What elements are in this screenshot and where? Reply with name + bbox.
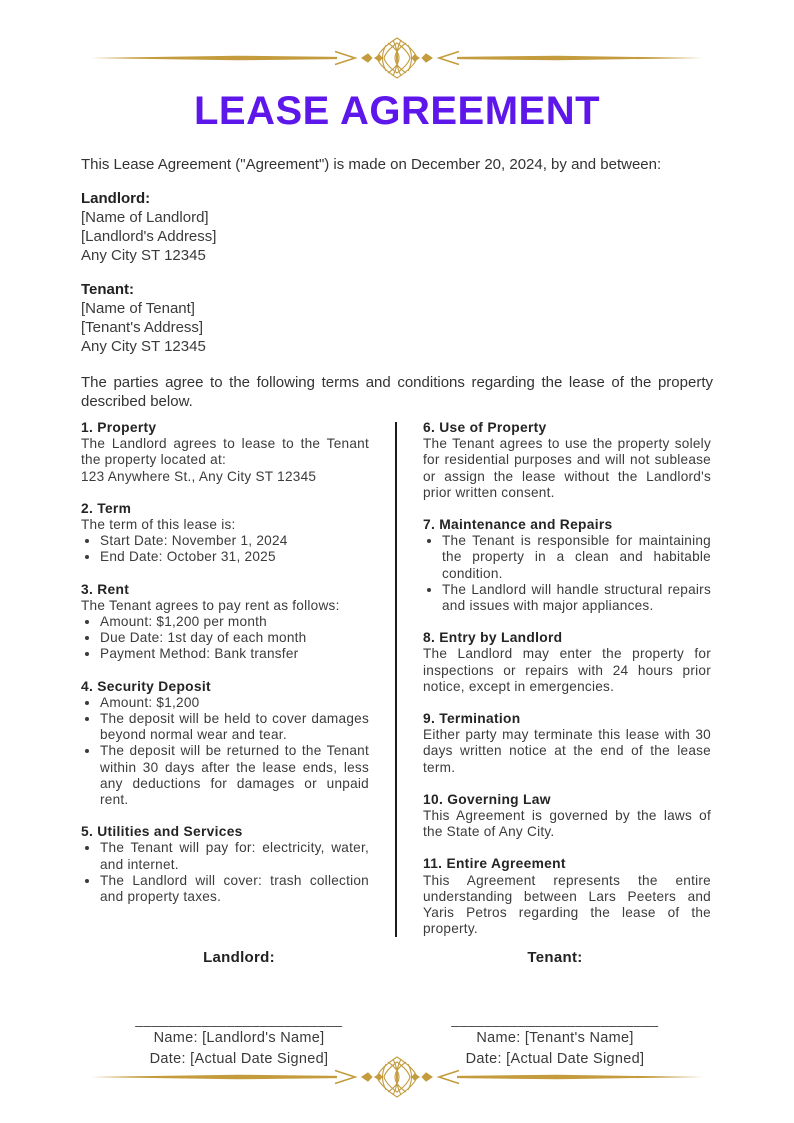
tenant-date-line: Date: [Actual Date Signed]	[465, 1051, 645, 1068]
section-paragraph: This Agreement is governed by the laws of the State of Any City.	[423, 808, 711, 840]
bullet-list	[81, 533, 369, 565]
agreement-note-paragraph: The parties agree to the following terms and conditions regarding the lease of the property described below.	[81, 374, 713, 410]
section-paragraph: The Landlord agrees to lease to the Tenant the property located at:	[81, 436, 369, 468]
landlord-city-line: Any City ST 12345	[81, 247, 206, 264]
page-title: LEASE AGREEMENT	[193, 89, 601, 133]
property-address-line: 123 Anywhere St., Any City ST 12345	[81, 468, 317, 484]
section-heading: 2. Term	[81, 500, 132, 516]
section-paragraph: This Agreement represents the entire understanding between Lars Peeters and Yaris Petros regarding the lease of the property.	[423, 872, 711, 937]
bullet-item: • The Tenant is responsible for maintaining the property in a clean and habitable condition.	[442, 533, 711, 582]
section-entry	[423, 630, 711, 695]
tenant-signature-heading: Tenant:	[527, 949, 583, 967]
signature-area	[81, 949, 713, 1070]
tenant-signature-line: _________________________	[451, 1011, 659, 1028]
landlord-signature-heading: Landlord:	[203, 949, 275, 967]
bullet-item: • Start Date: November 1, 2024	[100, 533, 369, 549]
section-paragraph: The Landlord may enter the property for inspections or repairs with 24 hours prior notice, except in emergencies.	[423, 646, 711, 694]
bullet-item: • The Landlord will handle structural repairs and issues with major appliances.	[442, 582, 711, 614]
tenant-name-line: Name: [Tenant's Name]	[476, 1030, 634, 1047]
section-termination	[423, 711, 711, 776]
tenant-label: Tenant:	[81, 281, 135, 298]
section-utilities	[81, 824, 369, 905]
bullet-list	[81, 695, 369, 808]
section-heading: 10. Governing Law	[423, 791, 551, 807]
bullet-list	[81, 840, 369, 905]
section-property	[81, 420, 369, 485]
bullet-list	[423, 533, 711, 614]
landlord-name-placeholder: [Name of Landlord]	[81, 209, 209, 226]
landlord-signature-space	[81, 966, 397, 1010]
bullet-item: • Amount: $1,200	[100, 695, 369, 711]
section-paragraph: The Tenant agrees to pay rent as follows:	[81, 597, 340, 613]
section-heading: 3. Rent	[81, 581, 130, 597]
landlord-signature-block	[81, 949, 397, 1070]
section-paragraph: The Tenant agrees to use the property solely for residential purposes and will not sublease or assign the lease without the Landlord's prior written consent.	[423, 436, 711, 500]
section-rent	[81, 582, 369, 663]
section-paragraph: Either party may terminate this lease with 30 days written notice at the end of the lease term.	[423, 727, 711, 775]
landlord-address-placeholder: [Landlord's Address]	[81, 228, 217, 245]
section-heading: 8. Entry by Landlord	[423, 630, 563, 646]
landlord-name-line: Name: [Landlord's Name]	[153, 1030, 325, 1047]
section-maintenance	[423, 517, 711, 614]
section-governing-law	[423, 792, 711, 841]
section-use-of-property	[423, 420, 711, 501]
top-flourish-divider-icon	[81, 36, 713, 80]
landlord-label: Landlord:	[81, 190, 151, 207]
section-heading: 6. Use of Property	[423, 420, 547, 435]
landlord-signature-line: _________________________	[135, 1011, 343, 1028]
section-heading: 7. Maintenance and Repairs	[423, 517, 613, 533]
bottom-flourish-divider-icon	[0, 1055, 794, 1099]
intro-paragraph: This Lease Agreement ("Agreement") is made on December 20, 2024, by and between:	[81, 156, 662, 173]
section-entire-agreement	[423, 856, 711, 937]
bullet-item: • Amount: $1,200 per month	[100, 614, 369, 630]
left-column	[81, 420, 369, 937]
tenant-signature-space	[397, 966, 713, 1010]
section-term	[81, 501, 369, 566]
bullet-item: • The deposit will be returned to the Tenant within 30 days after the lease ends, less any deductions for damages or unpaid rent.	[100, 743, 369, 808]
right-column	[423, 420, 711, 937]
bullet-list	[81, 614, 369, 663]
landlord-block	[81, 189, 713, 265]
section-heading: 11. Entire Agreement	[423, 856, 566, 872]
tenant-signature-block	[397, 949, 713, 1070]
bullet-item: • The Landlord will cover: trash collection and property taxes.	[100, 873, 369, 905]
tenant-block	[81, 280, 713, 356]
bullet-item: • Due Date: 1st day of each month	[100, 630, 369, 646]
section-heading: 9. Termination	[423, 711, 521, 727]
column-divider	[395, 422, 397, 937]
terms-columns	[81, 420, 713, 937]
bullet-item: • The Tenant will pay for: electricity, water, and internet.	[100, 840, 369, 872]
bullet-item: • Payment Method: Bank transfer	[100, 646, 369, 662]
section-paragraph: The term of this lease is:	[81, 517, 236, 533]
section-security-deposit	[81, 679, 369, 809]
section-heading: 1. Property	[81, 420, 157, 435]
tenant-city-line: Any City ST 12345	[81, 338, 206, 355]
landlord-date-line: Date: [Actual Date Signed]	[149, 1051, 329, 1068]
section-heading: 5. Utilities and Services	[81, 824, 243, 840]
bullet-item: • End Date: October 31, 2025	[100, 549, 369, 565]
tenant-name-placeholder: [Name of Tenant]	[81, 300, 195, 317]
bullet-item: • The deposit will be held to cover damages beyond normal wear and tear.	[100, 711, 369, 743]
section-heading: 4. Security Deposit	[81, 678, 211, 694]
tenant-address-placeholder: [Tenant's Address]	[81, 319, 204, 336]
